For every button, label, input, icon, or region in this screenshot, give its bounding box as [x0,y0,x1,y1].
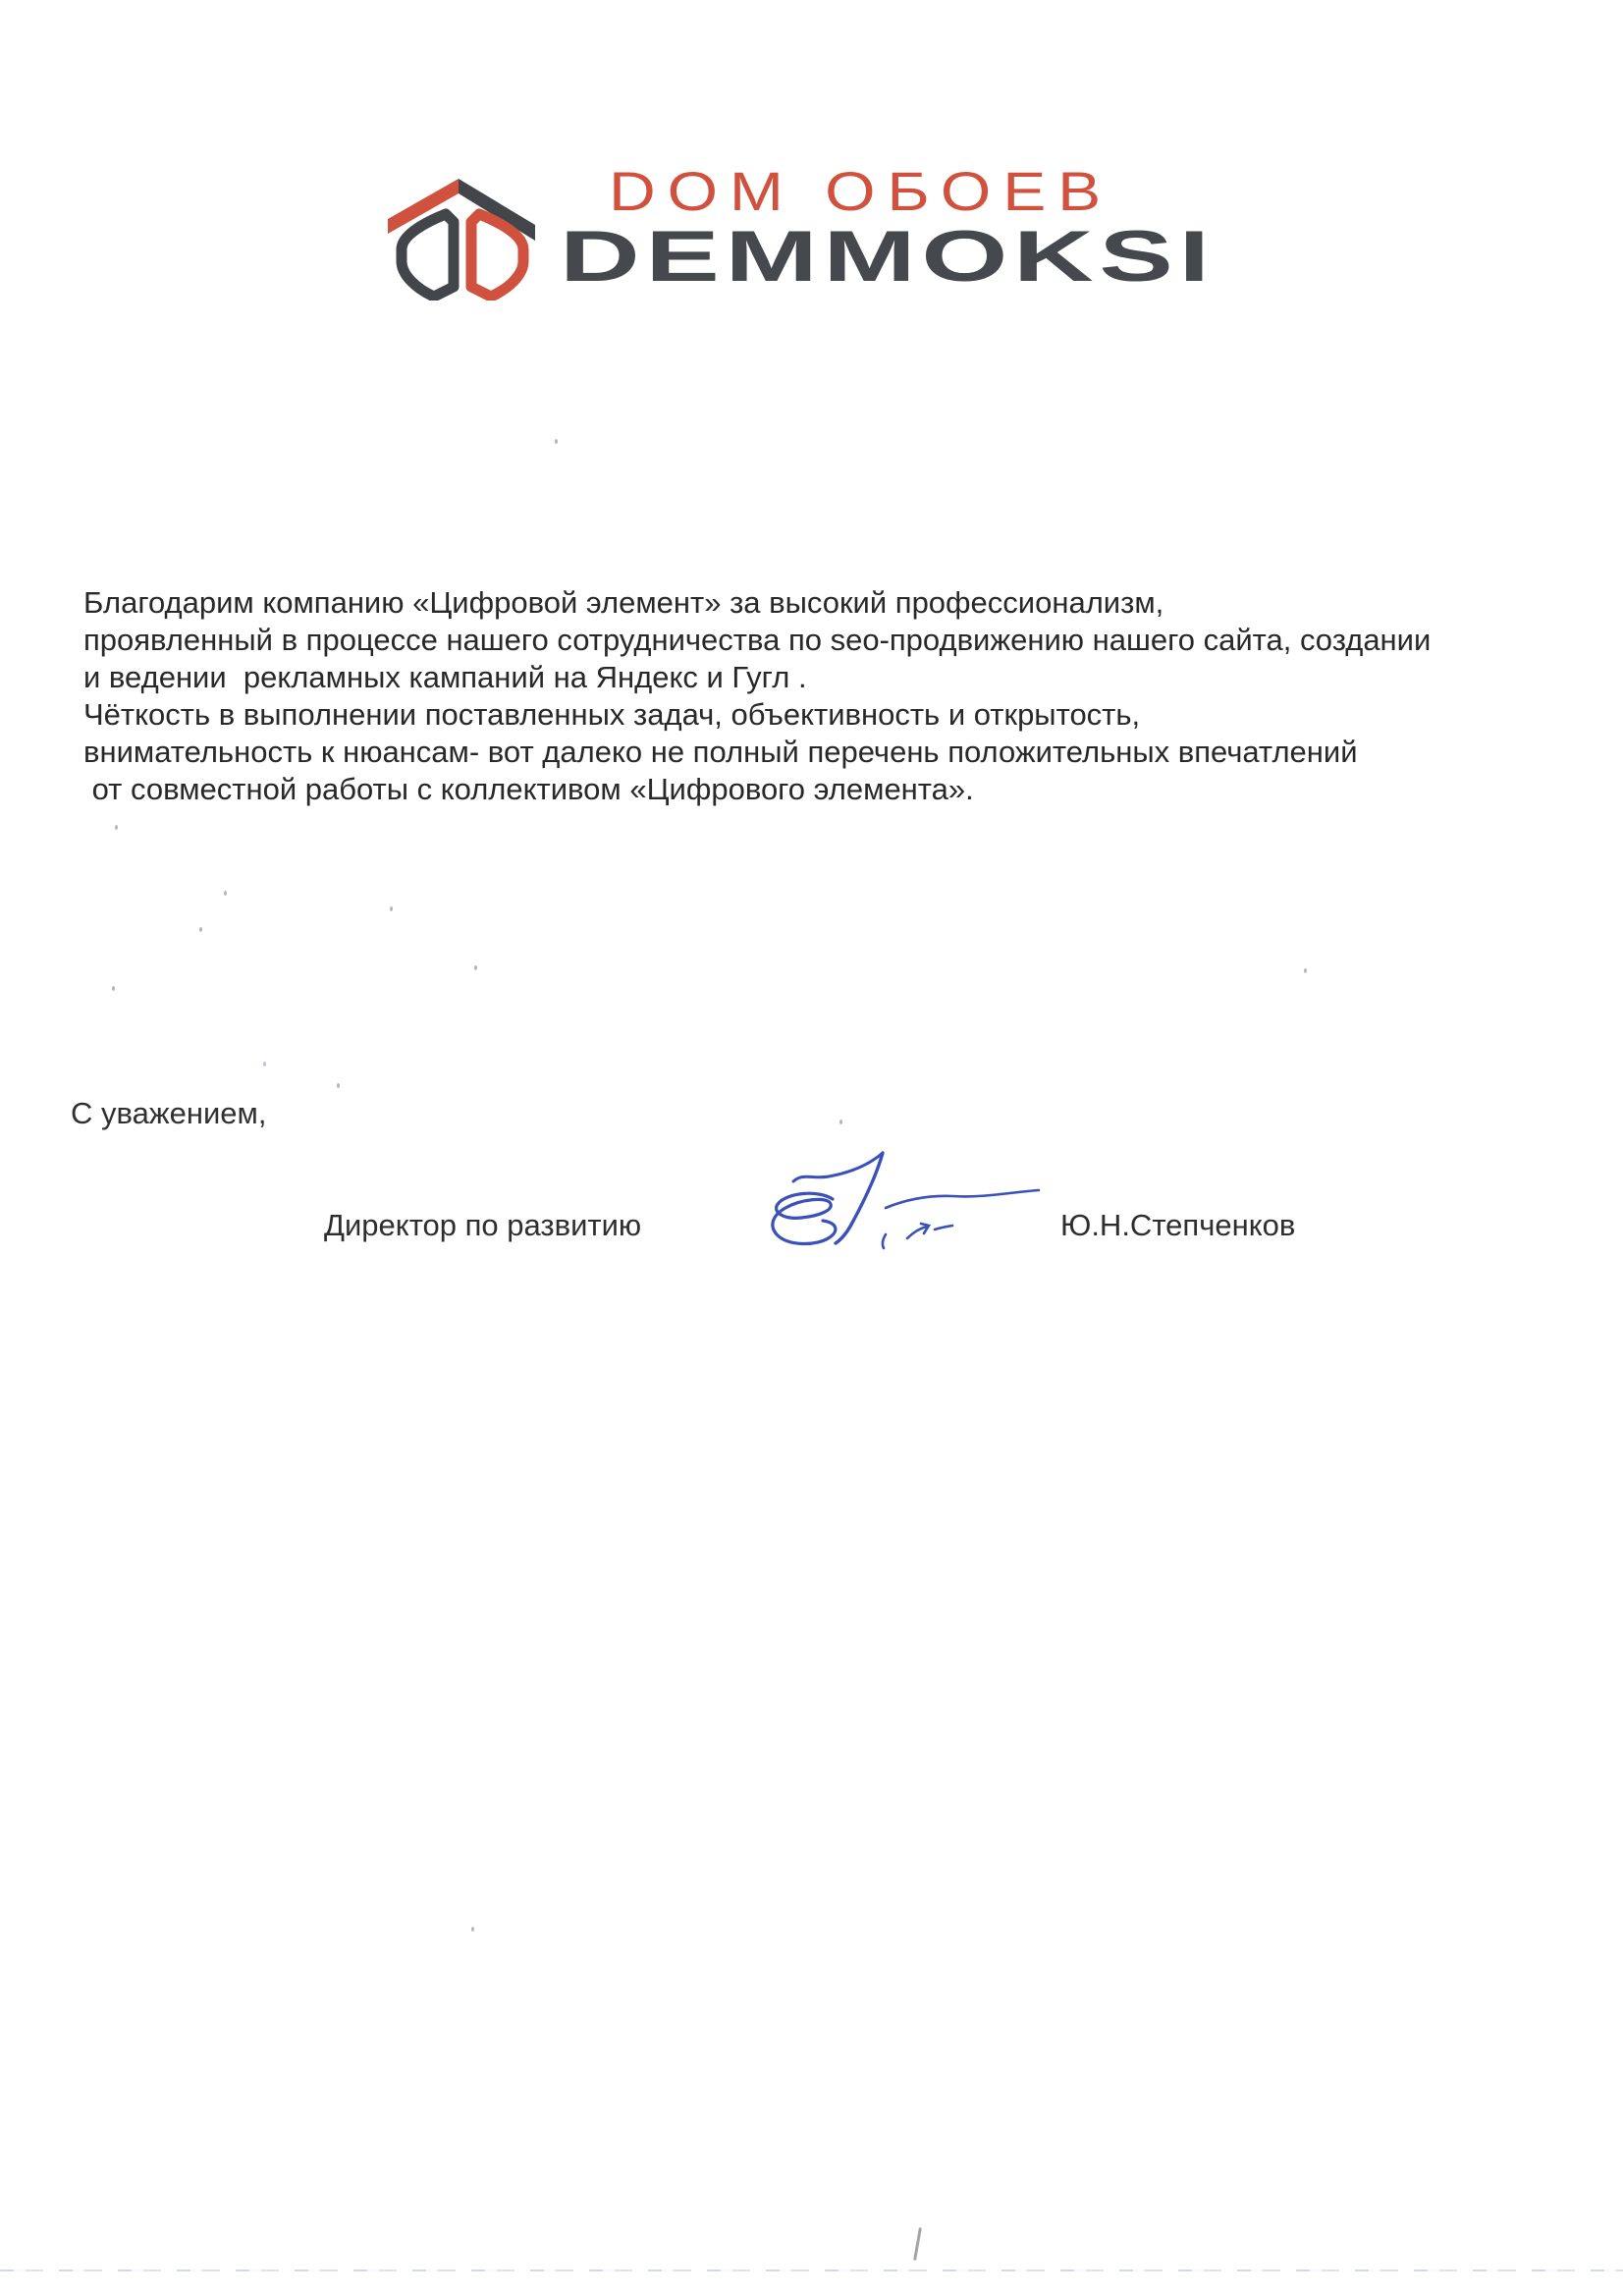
brand-name-bottom: DEMMOKSI [560,217,1216,297]
scan-speck [471,1927,474,1932]
body-line: Чёткость в выполнении поставленных задач, объективность и открытость, [83,697,1141,732]
body-line: проявленный в процессе нашего сотрудничества по seo-продвижению нашего сайта, создании [83,623,1432,657]
brand-name-top: DOM ОБОЕВ [609,160,1113,222]
body-line: и ведении рекламных кампаний на Яндекс и Гугл . [83,660,807,694]
letter-body [83,584,1600,808]
scan-speck [1304,968,1307,973]
scan-speck [263,1062,266,1066]
scan-speck [474,965,477,970]
scan-speck [390,906,393,911]
body-line: от совместной работы с коллективом «Цифрового элемента». [83,772,974,806]
handwritten-signature-icon [764,1142,1051,1272]
signatory-title: Директор по развитию [324,1208,642,1242]
scan-artifact-line [0,2269,1623,2271]
scan-speck [115,825,118,830]
scan-speck [337,1083,340,1088]
scan-speck [112,986,115,991]
demmoksi-house-logo-icon [385,173,542,301]
scan-speck [199,927,202,932]
scan-artifact-mark [913,2227,922,2261]
scan-speck [839,1120,842,1124]
signatory-name: Ю.Н.Степченков [1060,1208,1296,1242]
scan-speck [555,439,558,444]
scan-speck [224,891,227,896]
body-line: Благодарим компанию «Цифровой элемент» за высокий профессионализм, [83,585,1164,620]
body-line: внимательность к нюансам- вот далеко не полный перечень положительных впечатлений [83,735,1358,769]
closing-salutation: С уважением, [71,1096,267,1130]
